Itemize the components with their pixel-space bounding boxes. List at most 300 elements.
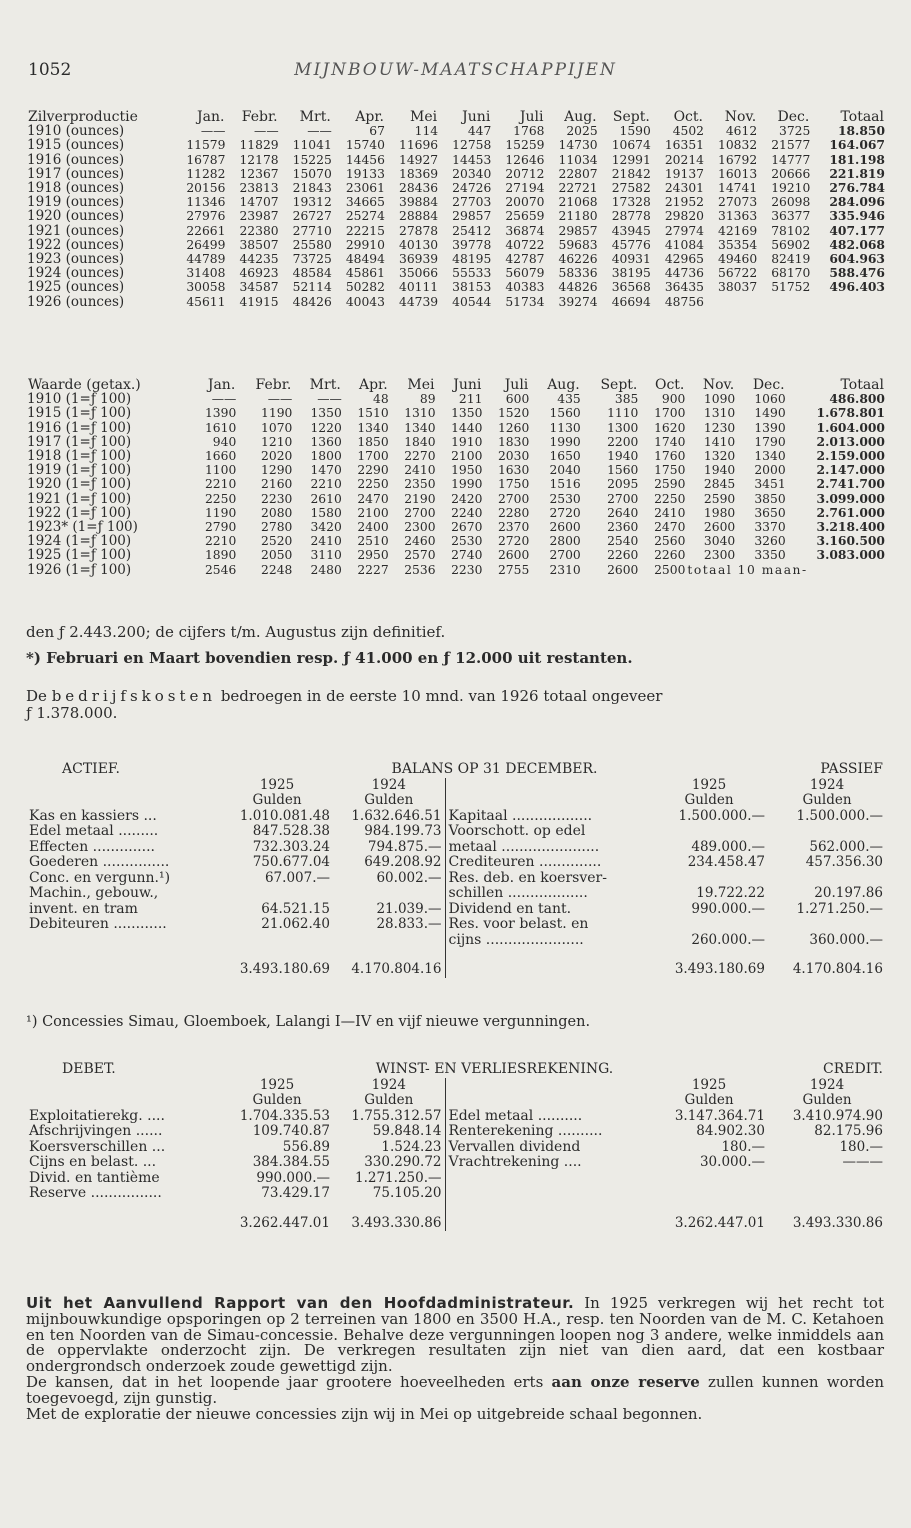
table-cell: 2020 — [261, 449, 293, 464]
table-cell: 3370 — [754, 520, 786, 535]
row-label: 1926 (1=ƒ 100) — [27, 561, 132, 578]
table-cell: 2410 — [310, 534, 342, 549]
ledger-row — [26, 886, 886, 902]
account-label: Dividend en tant. — [445, 902, 650, 918]
table-cell: 2200 — [607, 434, 639, 449]
spacer — [445, 948, 650, 978]
table-cell: 16013 — [718, 166, 758, 181]
row-label: 1926 (ounces) — [27, 293, 125, 310]
table-cell: 1800 — [310, 449, 342, 464]
table-cell: 28884 — [399, 209, 439, 224]
table-cell: 36377 — [771, 209, 811, 224]
row-label: 1919 (ounces) — [27, 194, 125, 211]
column-header: Juni — [453, 377, 482, 393]
table-cell: 1260 — [497, 420, 530, 435]
table-cell: 24301 — [664, 181, 704, 196]
table-cell: 44789 — [186, 252, 226, 267]
table-cell: 2720 — [549, 505, 581, 520]
table-cell: 2510 — [357, 534, 389, 549]
table-cell: 2210 — [310, 477, 342, 492]
amount-cell: ——— — [842, 1154, 883, 1170]
table-cell: 1470 — [310, 463, 342, 478]
table-cell: 385 — [614, 392, 639, 407]
table-row — [26, 506, 886, 520]
account-label: Vrachtrekening .... — [445, 1155, 650, 1171]
table-cell: 26727 — [292, 209, 332, 224]
table-cell: 45776 — [611, 237, 651, 252]
account-label: cijns ...................... — [445, 933, 650, 949]
table-row — [26, 181, 886, 195]
table-cell: 1060 — [754, 392, 786, 407]
row-label: 1922 (ounces) — [27, 236, 125, 253]
table-cell: 2530 — [451, 534, 483, 549]
table-row — [26, 252, 886, 266]
amount-cell: 21.039.— — [376, 900, 442, 917]
table-cell: 2790 — [204, 520, 237, 535]
amount-cell — [650, 1171, 768, 1187]
table-cell: 2700 — [497, 491, 530, 506]
amount-cell: 260.000.— — [691, 931, 765, 948]
spacer — [26, 1093, 221, 1109]
year-label: 1925 — [259, 1076, 295, 1093]
silver-production-table — [26, 110, 886, 309]
total-amount: 3.262.447.01 — [239, 1214, 330, 1231]
table-cell: 1340 — [754, 449, 786, 464]
table-cell: 2.013.000 — [816, 433, 885, 449]
table-cell: 1590 — [619, 124, 651, 139]
table-cell: 36874 — [505, 223, 545, 238]
year-label: 1925 — [691, 1076, 727, 1093]
table-cell: 1290 — [261, 463, 293, 478]
table-cell: 34587 — [239, 280, 279, 295]
table-cell: 36435 — [664, 280, 704, 295]
row-label: 1925 (ounces) — [27, 279, 125, 296]
table-cell: 1790 — [754, 434, 786, 449]
account-label: Goederen ............... — [29, 854, 170, 870]
amount-cell: 59.848.14 — [372, 1123, 442, 1139]
table-cell: 26098 — [771, 195, 811, 210]
table-cell: totaal 10 maan- — [687, 562, 808, 577]
running-title: MIJNBOUW-MAATSCHAPPIJEN — [294, 60, 617, 80]
table-cell: 1320 — [703, 449, 736, 464]
row-label: 1915 (ounces) — [27, 137, 125, 154]
column-header: Oct. — [673, 109, 703, 125]
table-cell: 4612 — [725, 124, 758, 139]
account-label: Res. deb. en koersver- — [445, 871, 650, 887]
spacer — [445, 1093, 650, 1109]
year-label: 1924 — [371, 1076, 406, 1093]
column-header: Zilverproductie — [28, 109, 138, 125]
table-cell: 2290 — [357, 463, 389, 478]
table-cell: 11034 — [558, 152, 598, 167]
table-cell: 1510 — [357, 406, 389, 421]
table-cell: 15259 — [505, 138, 545, 153]
table-cell: 2420 — [451, 491, 483, 506]
table-cell: 3850 — [754, 491, 786, 506]
table-cell: 1190 — [204, 505, 237, 520]
table-cell: 2210 — [204, 477, 237, 492]
spacer — [26, 948, 221, 978]
table-cell: 24726 — [452, 181, 492, 196]
table-cell: 27710 — [292, 223, 332, 238]
column-header: Mei — [410, 109, 438, 125]
table-cell: 1630 — [497, 463, 530, 478]
table-cell: 3725 — [779, 124, 811, 139]
spacer — [26, 778, 221, 794]
table-cell: 3.099.000 — [816, 490, 885, 506]
amount-cell: 82.175.96 — [814, 1123, 883, 1139]
table-cell: 38195 — [611, 266, 651, 281]
table-cell: 27976 — [186, 209, 226, 224]
row-label: 1915 (1=ƒ 100) — [27, 405, 132, 422]
amount-cell — [768, 1171, 886, 1187]
table-cell: 78102 — [771, 223, 811, 238]
account-label: Koersverschillen ... — [29, 1138, 166, 1155]
page-header — [0, 54, 911, 84]
table-cell: 2460 — [404, 534, 436, 549]
spacer — [445, 1078, 650, 1094]
amount-cell — [650, 871, 768, 887]
row-label: 1924 (1=ƒ 100) — [27, 533, 132, 550]
column-header: Juni — [462, 109, 491, 125]
column-header: Dec. — [752, 377, 785, 393]
amount-cell — [333, 886, 445, 902]
year-label: 1925 — [259, 776, 295, 793]
column-header: Mei — [407, 377, 435, 393]
table-cell: 2700 — [549, 548, 581, 563]
closing-report — [26, 1296, 884, 1422]
table-cell: 407.177 — [829, 222, 885, 238]
account-label — [26, 933, 221, 949]
amount-cell: 1.632.646.51 — [351, 807, 442, 824]
table-cell: 46694 — [611, 294, 651, 309]
account-label: Edel metaal ......... — [29, 823, 159, 839]
table-cell: 30058 — [186, 280, 226, 295]
spacer — [26, 1078, 221, 1094]
table-cell: 48426 — [292, 294, 332, 309]
table-cell: 26499 — [186, 237, 226, 252]
account-label: Crediteuren .............. — [445, 855, 650, 871]
unit-row — [26, 793, 886, 809]
year-label: 1924 — [809, 1076, 845, 1093]
column-header: Aug. — [564, 109, 597, 125]
account-label: Debiteuren ............ — [29, 916, 167, 932]
amount-cell: 457.356.30 — [805, 854, 883, 870]
table-cell: 2260 — [654, 548, 686, 563]
table-cell: 1070 — [261, 420, 293, 435]
amount-cell: 180.— — [839, 1138, 883, 1155]
table-cell: 2720 — [497, 534, 530, 549]
bk-line2: ƒ 1.378.000. — [26, 704, 118, 722]
total-amount: 4.170.804.16 — [351, 961, 442, 977]
unit-label: Gulden — [684, 792, 734, 808]
row-label: 1916 (ounces) — [27, 151, 125, 168]
amount-cell — [221, 886, 333, 902]
value-note: den ƒ 2.443.200; de cijfers t/m. Augustus zijn definitief. — [26, 623, 446, 641]
table-cell: 2700 — [404, 505, 436, 520]
table-cell: 1740 — [654, 434, 686, 449]
table-row — [26, 167, 886, 181]
table-cell: 2040 — [549, 463, 581, 478]
table-row — [26, 534, 886, 548]
table-cell: 1360 — [310, 434, 342, 449]
amount-cell: 180.— — [721, 1138, 765, 1155]
table-cell: 20214 — [664, 152, 704, 167]
table-cell: 27073 — [718, 195, 758, 210]
table-cell: 51734 — [505, 294, 545, 309]
spacer — [445, 1202, 650, 1232]
table-cell: 1090 — [703, 392, 736, 407]
table-cell: 19312 — [292, 195, 332, 210]
row-label: 1918 (ounces) — [27, 180, 125, 197]
table-cell: 181.198 — [829, 151, 885, 167]
row-label: 1919 (1=ƒ 100) — [27, 462, 132, 479]
table-cell: 12991 — [611, 152, 651, 167]
table-cell: 3040 — [703, 534, 736, 549]
amount-cell — [333, 933, 445, 949]
column-header: Jan. — [197, 109, 225, 125]
year-row — [26, 1078, 886, 1094]
table-cell: 2600 — [497, 548, 530, 563]
ledger-row — [26, 871, 886, 887]
ledger-row — [26, 1140, 886, 1156]
table-cell: 22721 — [558, 181, 598, 196]
table-cell: 2845 — [703, 477, 736, 492]
table-cell: 38507 — [239, 237, 279, 252]
row-label: 1921 (1=ƒ 100) — [27, 490, 132, 507]
title-row — [26, 762, 886, 778]
account-label: Divid. en tantième — [29, 1169, 160, 1186]
column-header: Dec. — [777, 109, 810, 125]
account-label: Voorschott. op edel — [445, 824, 650, 840]
table-cell: 2700 — [607, 491, 639, 506]
table-cell: 335.946 — [829, 208, 885, 224]
table-cell: 1440 — [451, 420, 483, 435]
footnote-star — [26, 650, 884, 667]
table-cell: 40383 — [505, 280, 545, 295]
table-cell: 2755 — [497, 562, 530, 577]
table-cell: 68170 — [771, 266, 811, 281]
footnote-star-text: *) Februari en Maart bovendien resp. ƒ 41.000 en ƒ 12.000 uit restanten. — [26, 649, 633, 667]
amount-cell: 1.500.000.— — [678, 807, 765, 824]
closing-heading: Uit het Aanvullend Rapport van den Hoofdadministrateur. — [26, 1294, 575, 1312]
table-cell: —— — [267, 392, 293, 407]
row-label: 1922 (1=ƒ 100) — [27, 504, 132, 521]
row-label: 1921 (ounces) — [27, 222, 125, 239]
table-cell: 48195 — [452, 252, 492, 267]
table-row — [26, 421, 886, 435]
table-cell: 40544 — [452, 294, 492, 309]
table-cell: 44739 — [399, 294, 439, 309]
table-cell: 16792 — [718, 152, 758, 167]
table-cell: 45611 — [186, 294, 226, 309]
total-amount: 3.493.330.86 — [351, 1214, 442, 1231]
table-cell: 25580 — [292, 237, 332, 252]
spacer — [445, 778, 650, 794]
table-cell: 11829 — [239, 138, 279, 153]
table-cell: 1700 — [654, 406, 686, 421]
row-label: 1917 (ounces) — [27, 165, 125, 182]
table-cell: 48756 — [664, 294, 704, 309]
table-cell: 48494 — [345, 252, 385, 267]
table-cell: 2030 — [497, 449, 530, 464]
amount-cell — [768, 824, 886, 840]
table-cell: 2210 — [204, 534, 237, 549]
table-cell: 114 — [414, 124, 439, 139]
amount-cell: 794.875.— — [367, 838, 442, 855]
table-cell: 1660 — [204, 449, 237, 464]
amount-cell — [650, 824, 768, 840]
table-cell: 22807 — [558, 166, 598, 181]
total-row — [26, 1202, 886, 1232]
table-cell: 21577 — [771, 138, 811, 153]
table-cell: 15225 — [292, 152, 332, 167]
table-cell: 56079 — [505, 266, 545, 281]
table-cell: 211 — [458, 392, 483, 407]
table-cell: 1990 — [451, 477, 483, 492]
profit-loss-table — [26, 1062, 886, 1231]
account-label: Machin., gebouw., — [29, 885, 159, 901]
column-header: Juli — [504, 377, 529, 393]
table-cell — [811, 295, 886, 309]
table-cell: 27582 — [611, 181, 651, 196]
table-cell: 19210 — [771, 181, 811, 196]
table-cell: 2250 — [357, 477, 389, 492]
table-cell: 15740 — [345, 138, 385, 153]
table-cell: 1310 — [703, 406, 736, 421]
amount-cell — [221, 933, 333, 949]
amount-cell — [768, 917, 886, 933]
ledger-row — [26, 1186, 886, 1202]
table-cell: —— — [317, 392, 342, 407]
ledger-row — [26, 1171, 886, 1187]
table-cell: —— — [200, 124, 226, 139]
table-row — [26, 138, 886, 152]
column-header: Totaal — [840, 109, 884, 125]
amount-cell — [768, 1186, 886, 1202]
table-cell: 2800 — [549, 534, 581, 549]
table-cell: 29857 — [452, 209, 492, 224]
table-cell: 4502 — [672, 124, 704, 139]
table-cell: 2227 — [357, 562, 389, 577]
amount-cell: 60.002.— — [376, 869, 442, 886]
table-cell: 1700 — [357, 449, 389, 464]
table-cell: 21842 — [611, 166, 651, 181]
table-cell: 2640 — [607, 505, 639, 520]
table-cell: 1750 — [654, 463, 686, 478]
amount-cell: 234.458.47 — [687, 854, 765, 870]
table-cell: 1490 — [754, 406, 786, 421]
table-cell: 40111 — [399, 280, 439, 295]
column-header: Juli — [519, 109, 544, 125]
table-cell: 67 — [369, 124, 385, 139]
table-cell: 1520 — [497, 406, 530, 421]
table-cell: 2360 — [607, 520, 639, 535]
table-cell: 12367 — [239, 166, 279, 181]
amount-cell: 3.147.364.71 — [674, 1107, 765, 1124]
table-cell: 2546 — [204, 562, 237, 577]
column-header: Jan. — [207, 377, 236, 393]
right-heading: PASSIEF — [820, 761, 883, 777]
ledger-row — [26, 855, 886, 871]
table-cell: 3.160.500 — [816, 533, 885, 549]
table-cell: 14707 — [239, 195, 279, 210]
table-cell: 44235 — [239, 252, 279, 267]
unit-label: Gulden — [802, 792, 852, 808]
table-cell: 45861 — [345, 266, 385, 281]
table-cell: 16787 — [186, 152, 226, 167]
amount-cell: 1.271.250.— — [355, 1169, 442, 1186]
table-cell: 2600 — [549, 520, 581, 535]
amount-cell: 990.000.— — [691, 900, 765, 917]
table-cell: 496.403 — [829, 279, 885, 295]
year-label: 1924 — [809, 776, 845, 793]
table-cell: 1760 — [654, 449, 686, 464]
ledger-row — [26, 902, 886, 918]
year-label: 1924 — [371, 776, 406, 793]
table-cell: 1.604.000 — [816, 419, 885, 435]
table-cell: 447 — [467, 124, 492, 139]
ledger-row — [26, 1109, 886, 1125]
amount-cell: 109.740.87 — [252, 1123, 330, 1139]
total-row — [26, 948, 886, 978]
table-cell: 2780 — [261, 520, 293, 535]
table-cell: 2530 — [549, 491, 581, 506]
table-cell: 3.083.000 — [816, 547, 885, 563]
table-cell: 38153 — [452, 280, 492, 295]
table-cell: 3350 — [754, 548, 786, 563]
table-cell: 2950 — [357, 548, 389, 563]
table-cell: 25274 — [345, 209, 385, 224]
table-cell: 11579 — [186, 138, 226, 153]
table-row — [26, 548, 886, 562]
column-header: Aug. — [547, 377, 580, 393]
account-label: Res. voor belast. en — [445, 917, 650, 933]
closing-p2-pre: De kansen, dat in het loopende jaar grootere hoeveelheden erts — [26, 1372, 544, 1391]
table-row — [26, 209, 886, 223]
table-cell: 3.218.400 — [816, 519, 885, 535]
left-heading: DEBET. — [62, 1061, 116, 1077]
column-header: Oct. — [654, 377, 685, 393]
table-cell: 2025 — [566, 124, 598, 139]
row-label: 1916 (1=ƒ 100) — [27, 419, 132, 436]
table-cell: 29910 — [345, 237, 385, 252]
amount-cell: 20.197.86 — [814, 885, 883, 901]
table-cell: 1890 — [204, 548, 237, 563]
amount-cell: 330.290.72 — [364, 1154, 442, 1170]
table-cell: 1830 — [497, 434, 530, 449]
table-cell: 22380 — [239, 223, 279, 238]
table-cell: 1910 — [451, 434, 483, 449]
table-cell: 14453 — [452, 152, 492, 167]
table-cell: 43945 — [611, 223, 651, 238]
amount-cell: 556.89 — [282, 1138, 330, 1155]
table-cell: 164.067 — [829, 137, 885, 153]
table-cell: 18369 — [399, 166, 439, 181]
table-cell: 36568 — [611, 280, 651, 295]
amount-cell: 384.384.55 — [252, 1154, 330, 1170]
table-cell: 42965 — [664, 252, 704, 267]
amount-cell — [768, 871, 886, 887]
amount-cell: 562.000.— — [809, 838, 883, 855]
table-cell — [705, 295, 758, 309]
table-cell: 20070 — [505, 195, 545, 210]
amount-cell: 21.062.40 — [261, 916, 330, 932]
column-header: Febr. — [241, 109, 278, 125]
column-header: Mrt. — [299, 109, 331, 125]
table-cell: 14456 — [345, 152, 385, 167]
table-cell: 27878 — [399, 223, 439, 238]
